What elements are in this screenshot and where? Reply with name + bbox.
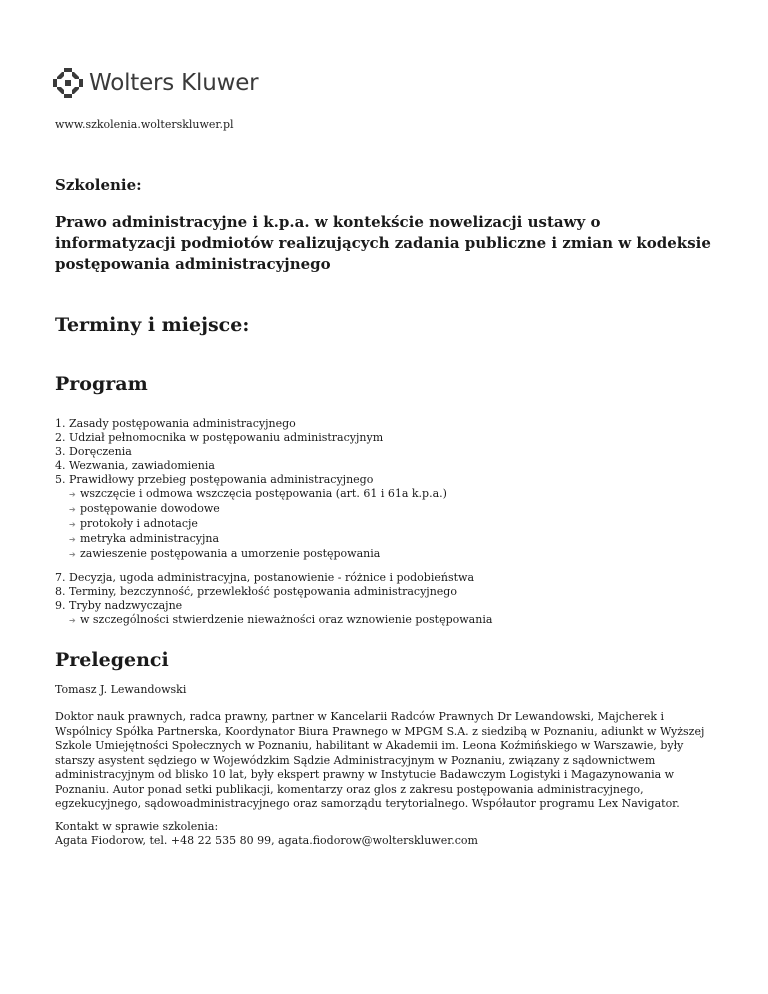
sub-list-item: ➔ wszczęcie i odmowa wszczęcia postępowania (art. 61 i 61a k.p.a.): [69, 487, 447, 500]
company-logo: [53, 68, 258, 98]
sub-list: [55, 613, 715, 628]
sub-list-item: ➔ postępowanie dowodowe: [69, 502, 220, 515]
sub-list: [55, 487, 715, 562]
website-url: www.szkolenia.wolterskluwer.pl: [55, 118, 234, 131]
contact-block: [55, 820, 478, 848]
contact-details: Agata Fiodorow, tel. +48 22 535 80 99, agata.fiodorow@wolterskluwer.com: [55, 834, 478, 847]
arrow-bullet-icon: ➔: [69, 505, 76, 514]
speaker-bio: Doktor nauk prawnych, radca prawny, partner w Kancelarii Radców Prawnych Dr Lewandowski, Majcherek i Wspólnicy Spółka Partnerska, Koordynator Biura Prawnego w MPGM S.A. z siedzibą w Poznaniu, adiunkt w Wyższej Szkole Umiejętności Społecznych w Poznaniu, habilitant w Akademii im. Leona Koźmińskiego w Warszawie, były starszy asystent sędziego w Wojewódzkim Sądzie Administracyjnym w Poznaniu, związany z sądownictwem administracyjnym od blisko 10 lat, były ekspert prawny w Instytucie Badawczym Logistyki i Magazynowania w Poznaniu. Autor ponad setki publikacji, komentarzy oraz glos z zakresu postępowania administracyjnego, egzekucyjnego, sądowoadministracyjnego oraz samorządu terytorialnego. Współautor programu Lex Navigator.: [55, 710, 705, 810]
speakers-heading: Prelegenci: [55, 649, 169, 671]
arrow-bullet-icon: ➔: [69, 550, 76, 559]
sub-list-item: ➔ protokoły i adnotacje: [69, 517, 198, 530]
course-title: Prawo administracyjne i k.p.a. w kontekście nowelizacji ustawy o informatyzacji podmiotów realizujących zadania publiczne i zmian w kodeksie postępowania administracyjnego: [55, 213, 711, 273]
speaker-name: Tomasz J. Lewandowski: [55, 683, 187, 696]
arrow-bullet-icon: ➔: [69, 535, 76, 544]
list-item: 4. Wezwania, zawiadomienia: [55, 459, 215, 472]
contact-label: Kontakt w sprawie szkolenia:: [55, 820, 219, 833]
list-item: 7. Decyzja, ugoda administracyjna, postanowienie - różnice i podobieństwa: [55, 571, 475, 584]
program-heading: Program: [55, 373, 148, 395]
wolters-kluwer-logo-mark-icon: [53, 68, 83, 98]
program-list-continued: [55, 571, 715, 628]
arrow-bullet-icon: ➔: [69, 520, 76, 529]
terms-heading: Terminy i miejsce:: [55, 314, 250, 336]
logo-wordmark: Wolters Kluwer: [89, 70, 259, 96]
sub-list-item: ➔ zawieszenie postępowania a umorzenie postępowania: [69, 547, 381, 560]
sub-list-item: ➔ w szczególności stwierdzenie nieważności oraz wznowienie postępowania: [69, 613, 493, 626]
list-item: 1. Zasady postępowania administracyjnego: [55, 417, 296, 430]
arrow-bullet-icon: ➔: [69, 490, 76, 499]
list-item: 8. Terminy, bezczynność, przewlekłość postępowania administracyjnego: [55, 585, 457, 598]
list-item: 3. Doręczenia: [55, 445, 132, 458]
list-item: 2. Udział pełnomocnika w postępowaniu administracyjnym: [55, 431, 384, 444]
list-item: 5. Prawidłowy przebieg postępowania administracyjnego ➔ wszczęcie i odmowa wszczęcia postępowania (art. 61 i 61a k.p.a.) ➔ postępowanie dowodowe ➔ protokoły i adnotacje ➔ metryka administracyjna ➔ zawieszenie postępowania a umorzenie postępowania: [55, 473, 715, 562]
program-list: [55, 417, 715, 562]
arrow-bullet-icon: ➔: [69, 616, 76, 625]
list-item: 9. Tryby nadzwyczajne ➔ w szczególności stwierdzenie nieważności oraz wznowienie postępowania: [55, 599, 715, 628]
training-label: Szkolenie:: [55, 176, 142, 194]
sub-list-item: ➔ metryka administracyjna: [69, 532, 220, 545]
